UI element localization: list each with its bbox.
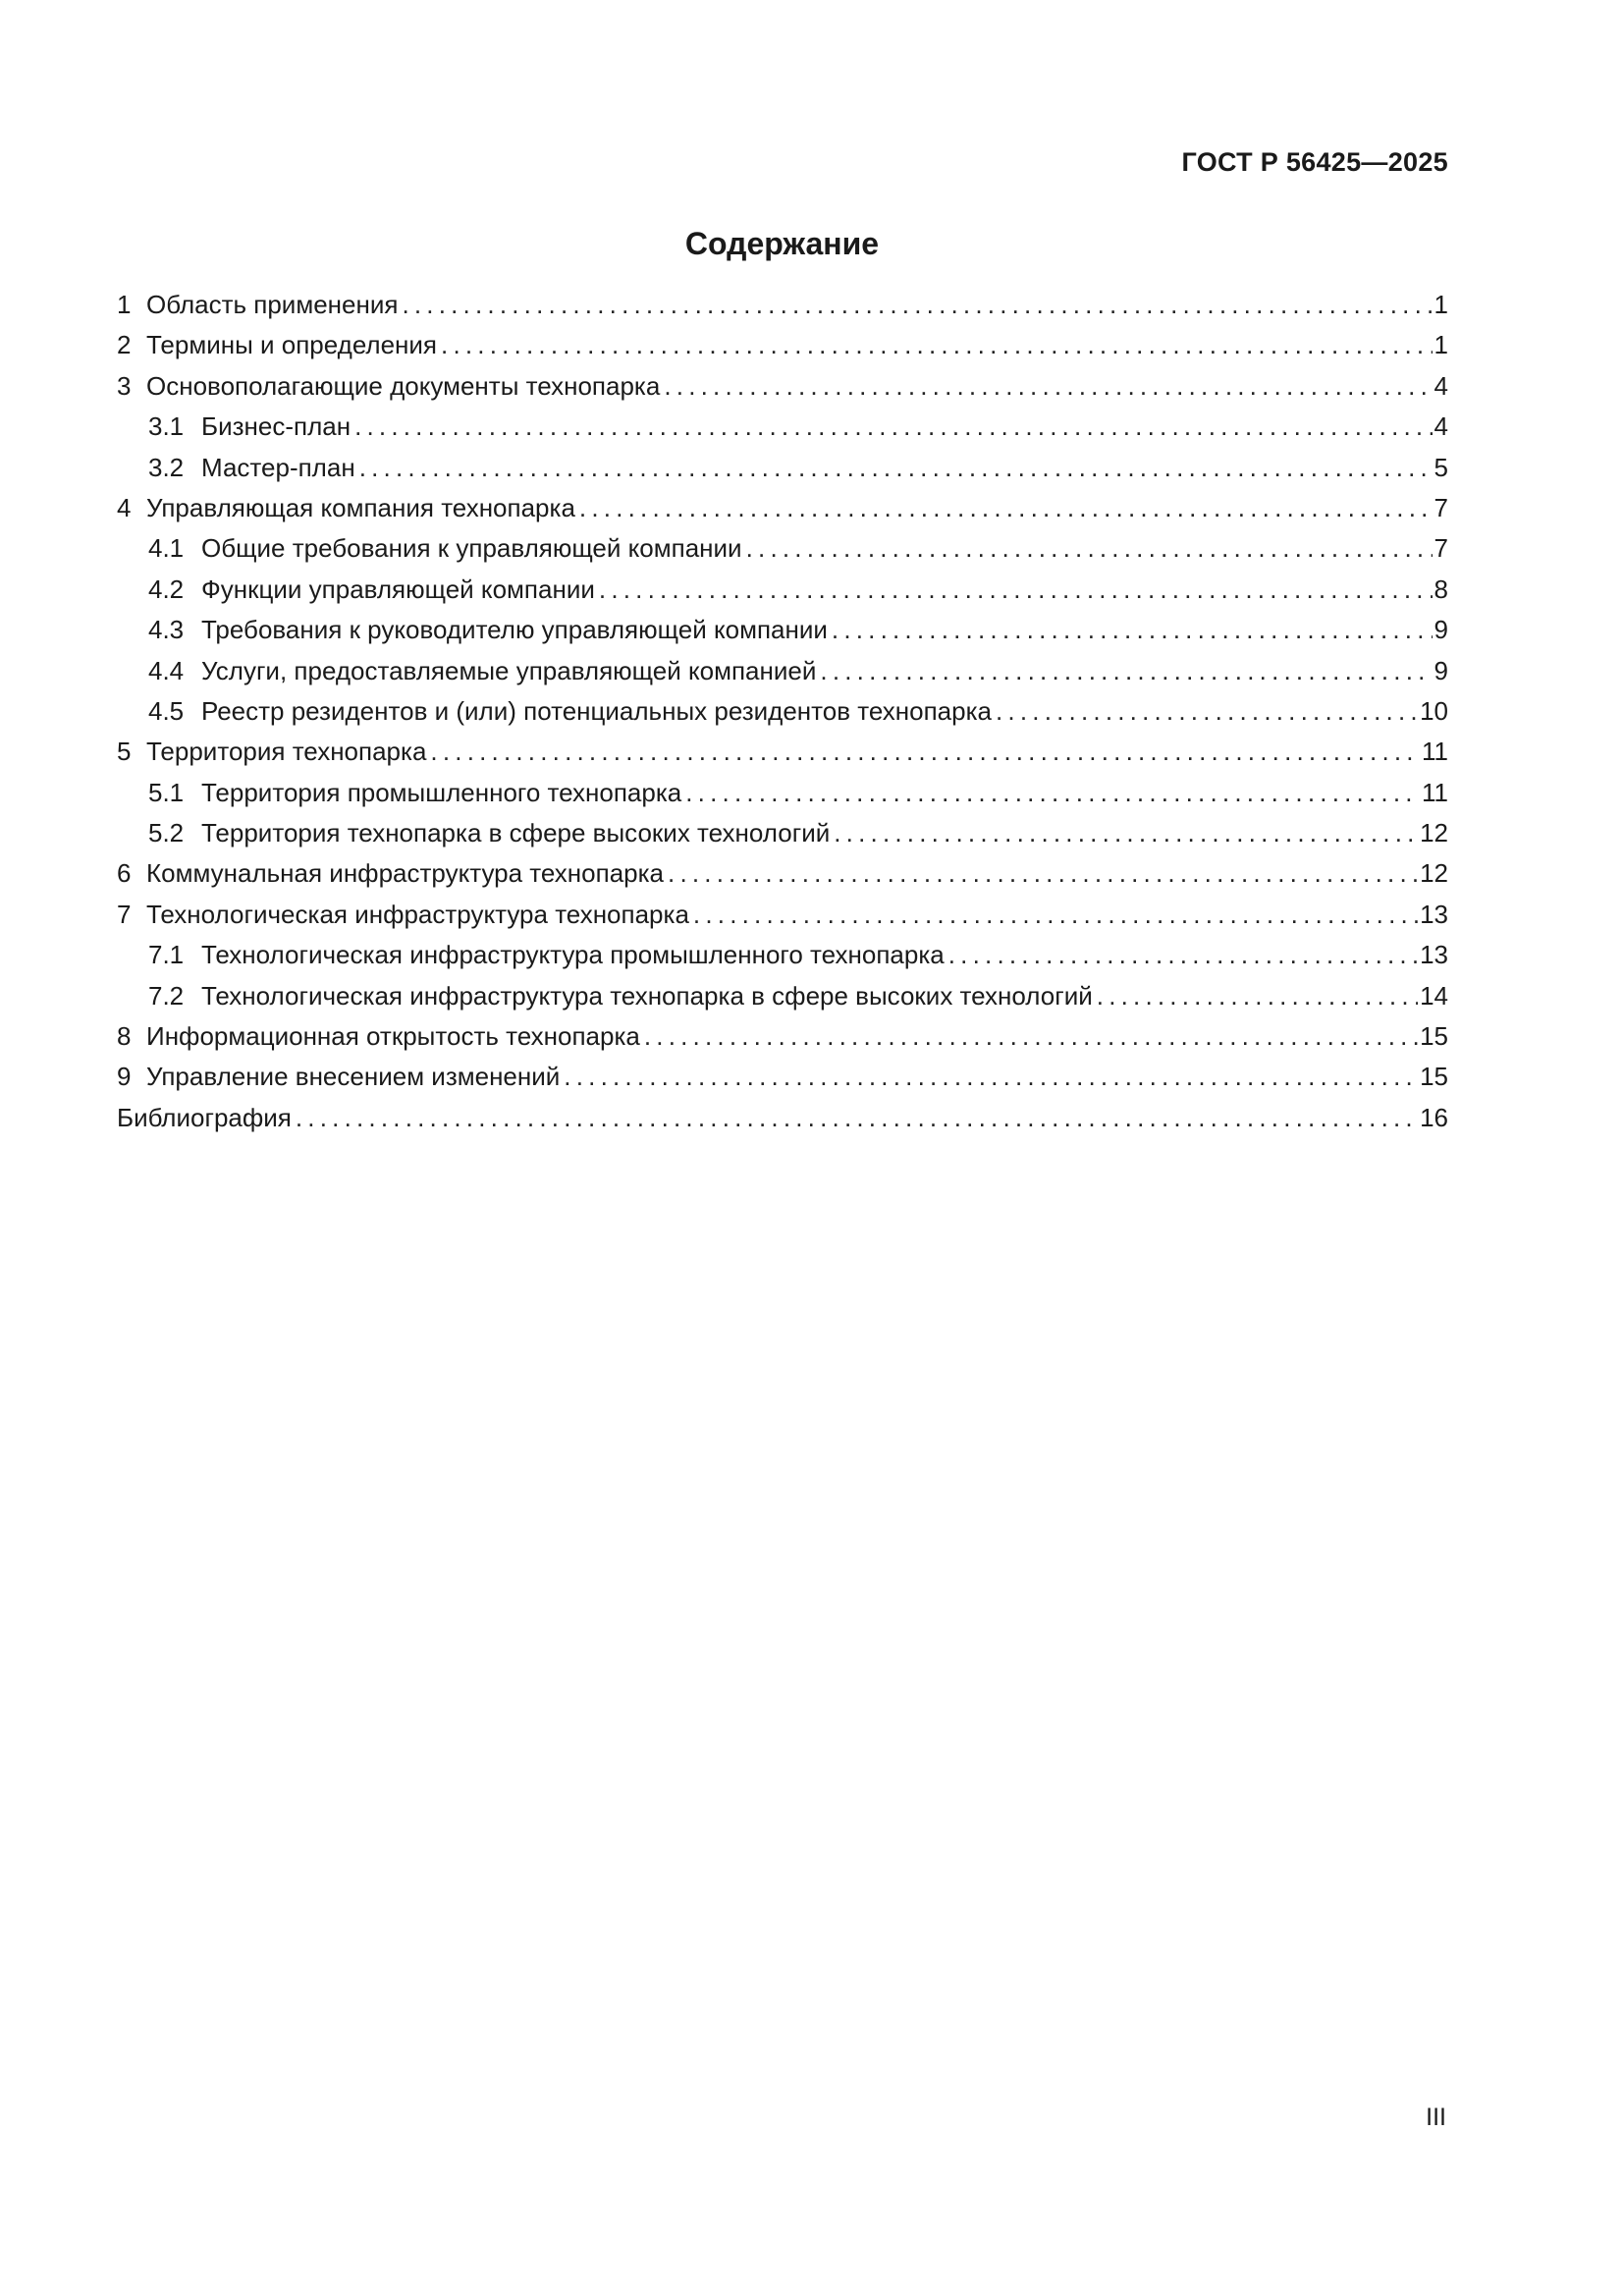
toc-entry-title: Общие требования к управляющей компании [201, 533, 742, 564]
toc-entry-page: 16 [1420, 1102, 1448, 1132]
toc-entry-number: 4.5 [148, 695, 185, 726]
toc-subentry[interactable] [117, 610, 1448, 650]
dot-leader [430, 732, 1420, 772]
toc-entry-title: Услуги, предоставляемые управляющей компанией [201, 655, 817, 685]
toc-entry-page: 15 [1420, 1021, 1448, 1052]
toc-entry-title: Термины и определения [146, 330, 438, 360]
toc-entry-number: 7.1 [148, 940, 185, 970]
toc-entry[interactable] [117, 488, 1448, 528]
toc-entry-title: Технологическая инфраструктура промышленного технопарка [201, 940, 945, 970]
toc-entry-number: 6 [117, 858, 132, 889]
toc-entry-page: 9 [1434, 655, 1448, 685]
dot-leader [668, 853, 1418, 894]
toc-subentry[interactable] [117, 651, 1448, 691]
dot-leader [664, 366, 1432, 407]
toc-title: Содержание [684, 226, 880, 261]
toc-entry-number: 5.1 [148, 777, 185, 807]
toc-entry-page: 10 [1420, 695, 1448, 726]
dot-leader [441, 325, 1433, 365]
toc-subentry[interactable] [117, 935, 1448, 975]
toc-entry-title: Требования к руководителю управляющей компании [201, 615, 828, 645]
toc-entry-number: 3 [117, 370, 132, 401]
document-code: ГОСТ Р 56425—2025 [1181, 147, 1448, 177]
toc-entry-number: 1 [117, 290, 132, 319]
toc-entry-number: 5 [117, 737, 132, 767]
toc-entry[interactable] [117, 285, 1448, 325]
toc-entry-number: 7 [117, 899, 132, 929]
toc-subentry[interactable] [117, 976, 1448, 1016]
toc-entry-page: 15 [1420, 1062, 1448, 1092]
dot-leader [832, 610, 1433, 650]
toc-entry-page: 5 [1434, 452, 1448, 482]
dot-leader [402, 285, 1432, 325]
toc-entry[interactable] [117, 366, 1448, 407]
dot-leader [1097, 976, 1418, 1016]
toc-entry-page: 11 [1422, 737, 1448, 767]
toc-entry-page: 7 [1434, 492, 1448, 522]
toc-entry[interactable] [117, 325, 1448, 365]
toc-entry-page: 4 [1434, 370, 1448, 401]
dot-leader [948, 935, 1418, 975]
toc-entry-title: Информационная открытость технопарка [146, 1021, 640, 1052]
toc-entry-number: 4.2 [148, 574, 185, 604]
toc-entry[interactable] [117, 732, 1448, 772]
dot-leader [693, 895, 1418, 935]
toc-entry-number: 4 [117, 492, 132, 522]
toc-subentry[interactable] [117, 813, 1448, 853]
toc-entry-title: Территория промышленного технопарка [201, 777, 682, 807]
dot-leader [820, 651, 1432, 691]
toc-entry-page: 13 [1420, 899, 1448, 929]
table-of-contents [117, 285, 1448, 1138]
toc-entry-title: Управление внесением изменений [146, 1062, 561, 1092]
toc-entry-title: Технологическая инфраструктура технопарка в сфере высоких технологий [201, 980, 1093, 1011]
toc-entry-number: 5.2 [148, 818, 185, 848]
toc-entry-title: Управляющая компания технопарка [146, 492, 575, 522]
toc-entry-page: 4 [1434, 411, 1448, 442]
toc-entry[interactable] [117, 853, 1448, 894]
toc-entry-number: 9 [117, 1062, 132, 1092]
toc-entry-page: 8 [1434, 574, 1448, 604]
toc-entry-title: Область применения [146, 290, 399, 319]
toc-entry-page: 9 [1434, 615, 1448, 645]
dot-leader [996, 691, 1418, 732]
toc-entry-page: 11 [1422, 777, 1448, 807]
toc-subentry[interactable] [117, 773, 1448, 813]
toc-subentry[interactable] [117, 570, 1448, 610]
toc-entry-number: 2 [117, 330, 132, 360]
dot-leader [685, 773, 1420, 813]
toc-entry-page: 14 [1420, 980, 1448, 1011]
dot-leader [359, 448, 1433, 488]
toc-entry-number: 3.1 [148, 411, 185, 442]
toc-entry[interactable] [117, 895, 1448, 935]
dot-leader [834, 813, 1418, 853]
toc-entry-number: 4.1 [148, 533, 185, 564]
toc-entry-number: 4.3 [148, 615, 185, 645]
toc-entry-title: Основополагающие документы технопарка [146, 370, 661, 401]
toc-entry-page: 1 [1434, 330, 1448, 360]
toc-entry-page: 12 [1420, 818, 1448, 848]
toc-entry-page: 12 [1420, 858, 1448, 889]
toc-entry-title: Территория технопарка в сфере высоких технологий [201, 818, 831, 848]
toc-entry-title: Функции управляющей компании [201, 574, 595, 604]
toc-entry[interactable] [117, 1016, 1448, 1057]
dot-leader [296, 1098, 1418, 1138]
toc-entry-page: 7 [1434, 533, 1448, 564]
toc-entry-title: Технологическая инфраструктура технопарка [146, 899, 689, 929]
toc-entry-bibliography[interactable] [117, 1098, 1448, 1138]
toc-entry-number: 3.2 [148, 452, 185, 482]
toc-subentry[interactable] [117, 448, 1448, 488]
toc-entry-number: 4.4 [148, 655, 185, 685]
toc-entry-title: Библиография [117, 1102, 292, 1132]
toc-entry[interactable] [117, 1057, 1448, 1097]
dot-leader [746, 528, 1433, 569]
toc-entry-title: Коммунальная инфраструктура технопарка [146, 858, 665, 889]
toc-entry-page: 13 [1420, 940, 1448, 970]
dot-leader [599, 570, 1433, 610]
toc-entry-page: 1 [1434, 290, 1448, 319]
dot-leader [644, 1016, 1418, 1057]
dot-leader [564, 1057, 1418, 1097]
toc-entry-number: 7.2 [148, 980, 185, 1011]
toc-entry-title: Мастер-план [201, 452, 355, 482]
toc-entry-number: 8 [117, 1021, 132, 1052]
toc-entry-title: Реестр резидентов и (или) потенциальных резидентов технопарка [201, 695, 992, 726]
toc-subentry[interactable] [117, 691, 1448, 732]
toc-entry-title: Бизнес-план [201, 411, 352, 442]
dot-leader [354, 407, 1432, 447]
toc-entry-title: Территория технопарка [146, 737, 427, 767]
toc-subentry[interactable] [117, 528, 1448, 569]
page-number: III [1426, 2104, 1446, 2131]
toc-subentry[interactable] [117, 407, 1448, 447]
dot-leader [579, 488, 1433, 528]
